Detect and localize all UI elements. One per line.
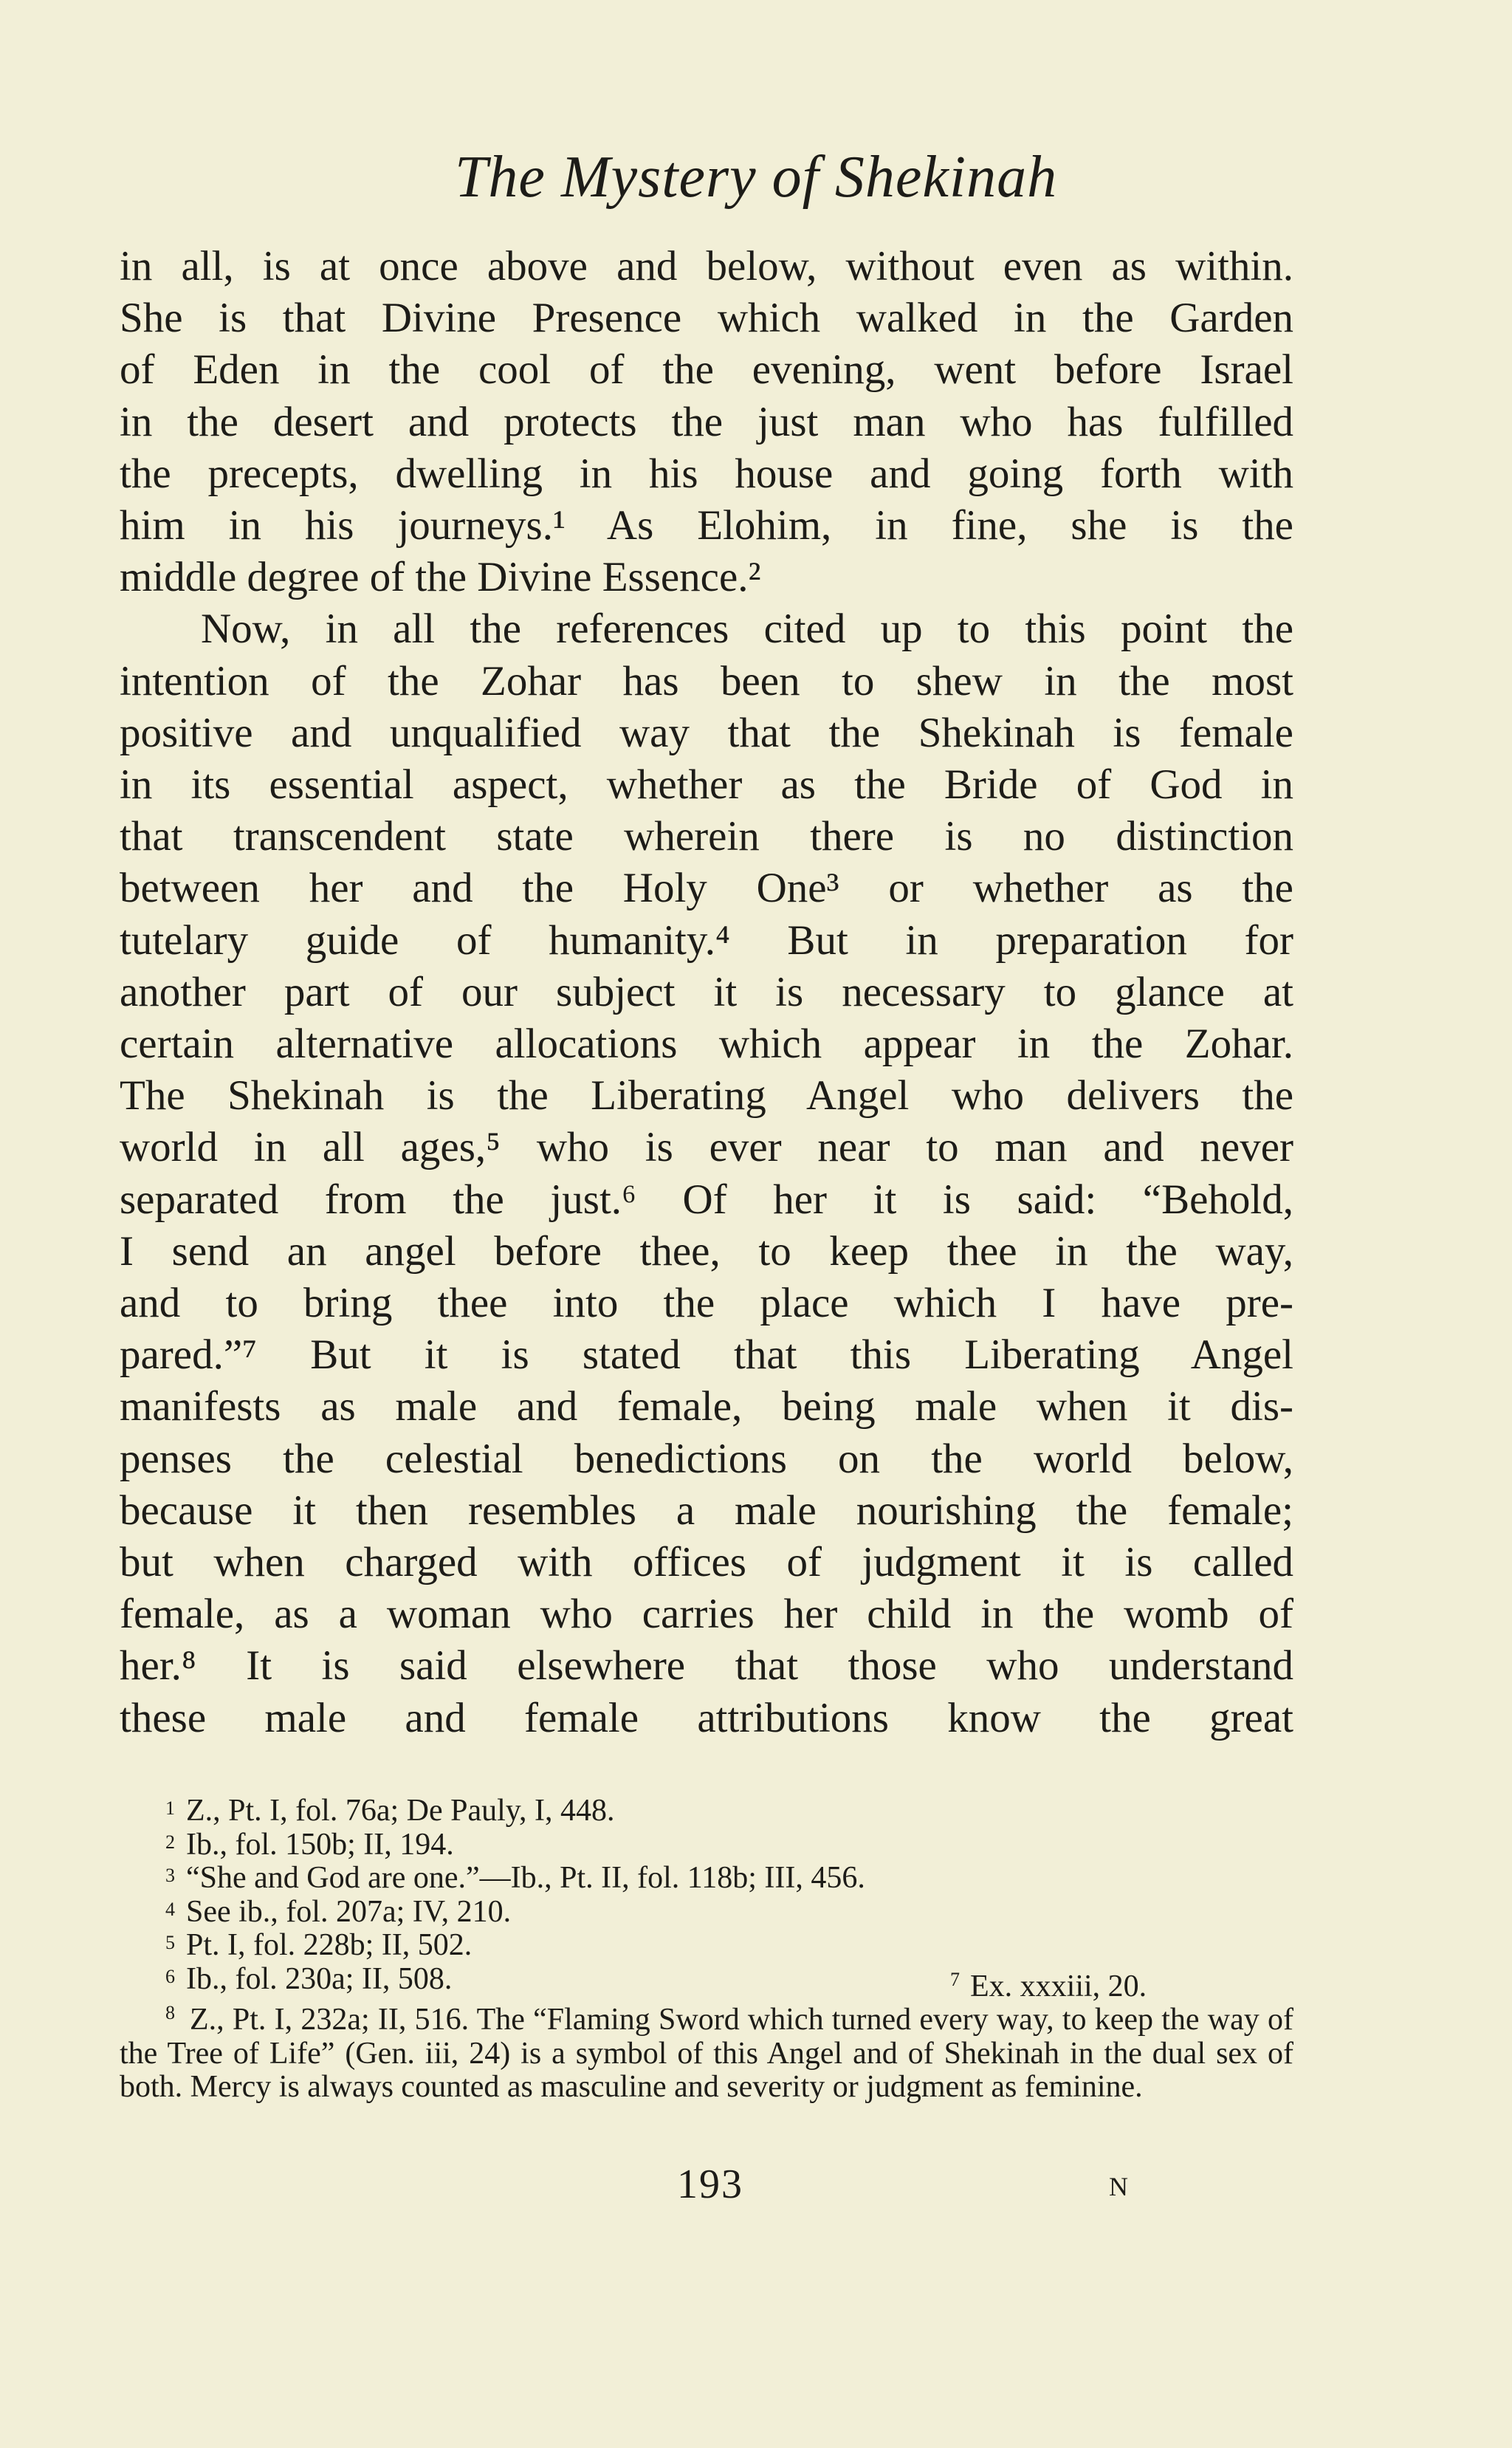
text-line: in its essential aspect, whether as the Bride of God in [120, 761, 1293, 809]
text-line-indented: Now, in all the references cited up to this point the [201, 606, 1293, 653]
text-line: She is that Divine Presence which walked in the Garden [120, 295, 1293, 342]
page-number: 193 [677, 2161, 743, 2207]
footnote-8 [120, 1996, 1293, 2105]
footnote-number: 5 [165, 1932, 175, 1953]
footnote-6-7 [120, 1961, 1293, 2003]
footnote-number: 2 [165, 1831, 175, 1853]
text-line: him in his journeys.¹ As Elohim, in fine, she is the [120, 502, 1293, 549]
text-line: of Eden in the cool of the evening, went before Israel [120, 346, 1293, 394]
text-line: manifests as male and female, being male when it dis- [120, 1383, 1293, 1430]
text-line: between her and the Holy One³ or whether as the [120, 865, 1293, 912]
footnote-number: 3 [165, 1865, 175, 1886]
footnote-text: Z., Pt. I, 232a; II, 516. The “Flaming Sword which turned every way, to keep the way of the Tree of Life” (Gen. iii, 24) is a symbol of this Angel and of Shekinah in the dual sex of both. Mercy is always counted as masculine and severity or judgment as feminine. [120, 2003, 1293, 2104]
text-line: her.⁸ It is said elsewhere that those who understand [120, 1642, 1293, 1690]
running-title: The Mystery of Shekinah [454, 145, 1058, 210]
footnote-4 [120, 1896, 1293, 1930]
text-line: female, as a woman who carries her child in the womb of [120, 1591, 1293, 1638]
text-line: in all, is at once above and below, without even as within. [120, 243, 1293, 289]
text-line: separated from the just.⁶ Of her it is said: “Behold, [120, 1176, 1293, 1223]
footnote-5 [120, 1929, 1293, 1963]
footnote-2 [120, 1828, 1293, 1862]
footnotes [120, 1794, 1293, 2105]
text-line: because it then resembles a male nourishing the female; [120, 1487, 1293, 1534]
footnote-text: Z., Pt. I, fol. 76a; De Pauly, I, 448. [186, 1794, 615, 1828]
text-line: that transcendent state wherein there is no distinction [120, 813, 1293, 860]
footnote-number: 8 [165, 2002, 175, 2023]
text-line: positive and unqualified way that the Shekinah is female [120, 709, 1293, 756]
footnote-1 [120, 1794, 1293, 1828]
footnote-text: Ex. xxxiii, 20. [970, 1969, 1147, 2003]
text-line: world in all ages,⁵ who is ever near to man and never [120, 1124, 1293, 1171]
text-line: the precepts, dwelling in his house and going forth with [120, 450, 1293, 497]
footnote-number: 4 [165, 1898, 175, 1920]
text-line: and to bring thee into the place which I have pre- [120, 1280, 1293, 1327]
text-line: intention of the Zohar has been to shew in the most [120, 657, 1293, 704]
footnote-text: See ib., fol. 207a; IV, 210. [186, 1894, 512, 1929]
footnote-number: 7 [950, 1968, 960, 1990]
signature-mark: N [1109, 2172, 1128, 2201]
text-line: tutelary guide of humanity.⁴ But in preparation for [120, 916, 1293, 964]
text-line: another part of our subject it is necessary to glance at [120, 968, 1293, 1015]
text-line: I send an angel before thee, to keep thee in the way, [120, 1227, 1293, 1275]
text-line: but when charged with offices of judgment it is called [120, 1539, 1293, 1586]
footnote-number: 1 [165, 1797, 175, 1819]
footnote-text: “She and God are one.”—Ib., Pt. II, fol. 118b; III, 456. [186, 1861, 865, 1895]
text-line: in the desert and protects the just man who has fulfilled [120, 398, 1293, 445]
text-line: pared.”⁷ But it is stated that this Liberating Angel [120, 1331, 1293, 1379]
body-text [120, 241, 1293, 1744]
footnote-text: Pt. I, fol. 228b; II, 502. [186, 1928, 472, 1962]
footnote-number: 6 [165, 1965, 175, 1987]
text-line: these male and female attributions know the great [120, 1694, 1293, 1741]
text-line: penses the celestial benedictions on the world below, [120, 1435, 1293, 1482]
text-line: middle degree of the Divine Essence.² [120, 554, 761, 601]
footnote-text: Ib., fol. 150b; II, 194. [186, 1827, 454, 1862]
footnote-text: Ib., fol. 230a; II, 508. [186, 1961, 453, 1996]
footnote-7 [950, 1963, 1147, 2004]
footnote-3 [120, 1862, 1293, 1896]
text-line: certain alternative allocations which appear in the Zohar. [120, 1021, 1293, 1068]
text-line: The Shekinah is the Liberating Angel who delivers the [120, 1072, 1293, 1120]
